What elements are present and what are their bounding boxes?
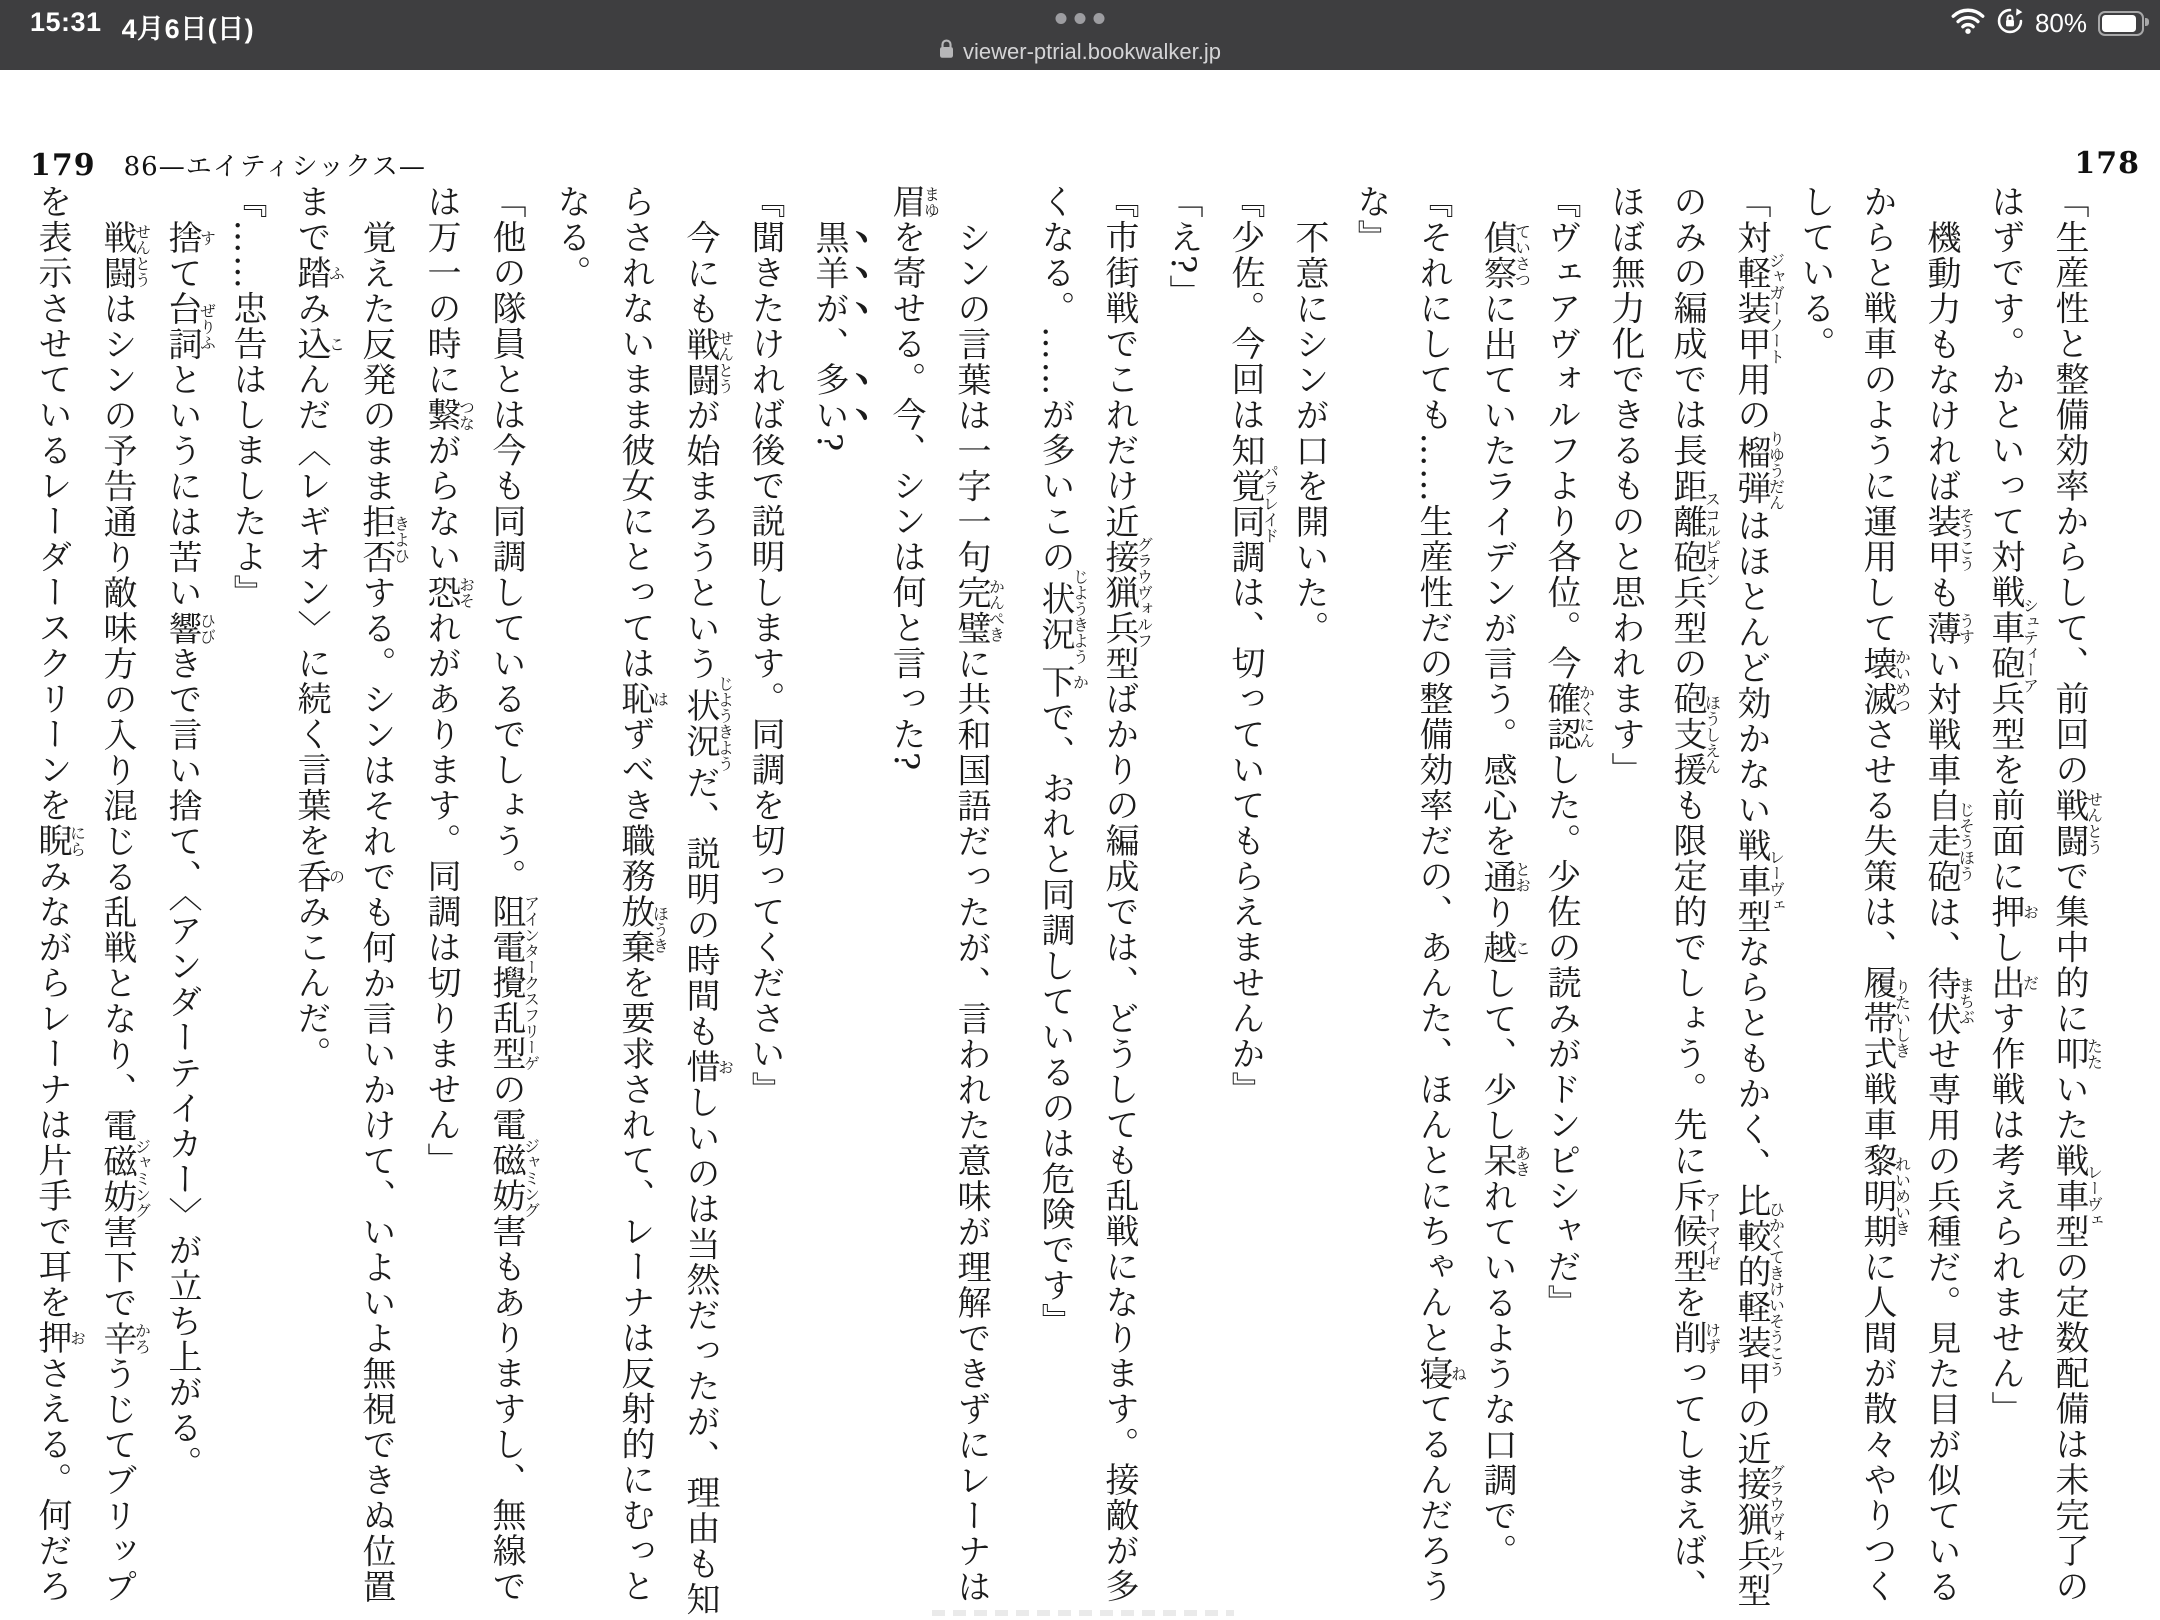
text-column: はずです。かといって対戦車砲兵型シュティーアを前面に押おし出だす作戦は考えられません」 <box>1985 184 2040 1427</box>
text-column: シンの言葉は一字一句完璧かんぺきに共和国語だったが、言われた意味が理解できずにレーナは <box>951 220 1006 1605</box>
orientation-lock-icon <box>1996 7 2024 40</box>
url-bar[interactable] <box>0 36 2160 68</box>
text-column: 機動力もなければ装甲そうこうも薄うすい対戦車自走砲じそうほうは、待伏まちぶせ専用の兵種だ。見た目が似ている <box>1921 220 1976 1605</box>
text-column: のみの編成では長距離砲兵型スコルピオンの砲支援ほうしえんも限定的でしょう。先に斥候型アーマイゼを削けずってしまえば、 <box>1667 184 1722 1604</box>
text-column: ほぼ無力化できるものと思われます」 <box>1605 184 1645 788</box>
page-number-left: 179 <box>30 148 96 183</box>
text-column: 「他の隊員とは今も同調しているでしょう。阻電攪乱型アインタークスフリーゲの電磁妨害ジャミングもありますし、無線で <box>486 184 541 1604</box>
text-column: 偵察ていさつに出ていたライデンが言う。感心を通とおり越こして、少し呆あきれているような口調で。 <box>1477 220 1532 1569</box>
text-column: 不意にシンが口を開いた。 <box>1289 220 1329 646</box>
text-column: を表示させているレーダースクリーンを睨にらみながらレーナは片手で耳を押おさえる。何だろ <box>32 184 87 1604</box>
running-head-left <box>30 146 426 183</box>
multitasking-indicator <box>1056 13 1105 24</box>
text-column: 「え?」 <box>1163 184 1203 311</box>
text-column: している。 <box>1795 184 1835 362</box>
text-column: な』 <box>1351 184 1391 255</box>
text-column: まで踏ふみ込こんだ〈レギオン〉に続く言葉を呑のみこんだ。 <box>291 184 346 1072</box>
text-column: 『ヴェアヴォルフより各位。今確認かくにんした。少佐の読みがドンピシャだ』 <box>1541 184 1596 1320</box>
text-column: らされないまま彼女にとっては恥はずべき職務放棄ほうきを要求されて、レーナは反射的にむっと <box>615 184 670 1604</box>
page-progress-dashes <box>932 1610 1234 1616</box>
text-column: 覚えた反発のまま拒否きよひする。シンはそれでも何か言いかけて、いよいよ無視できぬ位置 <box>356 220 411 1605</box>
text-column: 黒羊が、多い? <box>809 220 849 453</box>
running-head-right <box>2074 146 2140 181</box>
text-column: からと戦車のように運用して壊滅かいめつさせる失策は、履帯式りたいしき戦車黎明期れいめいきに人間が散々やりつく <box>1857 184 1912 1604</box>
lock-icon <box>939 39 954 65</box>
text-column: 『それにしても……生産性だの整備効率だの、あんた、ほんとにちゃんと寝ねてるんだろう <box>1413 184 1468 1604</box>
text-column: 捨すて台詞ぜりふというには苦い響ひびきで言い捨て、〈アンダーテイカー〉が立ち上がる。 <box>162 220 217 1481</box>
text-column: 「生産性と整備効率からして、前回の戦闘せんとうで集中的に叩たたいた戦車型レーヴェの定数配備は未完了の <box>2049 184 2104 1604</box>
text-column: は万一の時に繋つながらない恐おそれがあります。同調は切りません」 <box>421 184 476 1178</box>
text-column: 『聞きたければ後で説明します。同調を切ってください』 <box>745 184 785 1107</box>
text-column: 今にも戦闘せんとうが始まろうという状況じようきようだ、説明の時間も惜おしいのは当然だったが、理由も知 <box>680 220 735 1617</box>
status-time: 15:31 <box>30 7 102 37</box>
left-page-text[interactable] <box>0 184 1006 1617</box>
text-column: 『少佐。今回は知覚同調パラレイドは、切っていてもらえませんか』 <box>1225 184 1280 1107</box>
wifi-icon <box>1951 8 1985 39</box>
text-column: 眉まゆを寄せる。今、シンは何と言った? <box>886 184 941 772</box>
running-title: 86—エイティシックス— <box>123 152 426 182</box>
url-text: viewer-ptrial.bookwalker.jp <box>963 39 1221 64</box>
text-column: 『……忠告はしましたよ』 <box>227 184 267 610</box>
status-date: 4月6日(日) <box>121 14 255 44</box>
right-page-text[interactable] <box>1035 184 2104 1609</box>
text-column: なる。 <box>551 184 591 291</box>
page-number-right: 178 <box>2074 146 2140 181</box>
battery-percent: 80% <box>2034 7 2087 38</box>
battery-icon <box>2098 11 2144 36</box>
status-bar <box>0 0 2160 70</box>
text-column: 『市街戦でこれだけ近接猟兵型グラウヴォルフばかりの編成では、どうしても乱戦になります。接敵が多 <box>1099 184 1154 1604</box>
text-column: 戦闘せんとうはシンの予告通り敵味方の入り混じる乱戦となり、電磁妨害ジャミング下で辛かろうじてブリップ <box>97 220 152 1605</box>
text-column: くなる。……が多いこの状況じようきよう下かで、おれと同調しているのは危険です』 <box>1035 184 1090 1339</box>
text-column: 「対軽装甲用ジャガーノートの榴弾りゆうだんはほとんど効かない戦車型レーヴェならともかく、比較的軽装甲ひかくてきけいそうこうの近接猟兵型グラウヴォルフ <box>1731 184 1786 1609</box>
battery-fill <box>2102 15 2136 32</box>
